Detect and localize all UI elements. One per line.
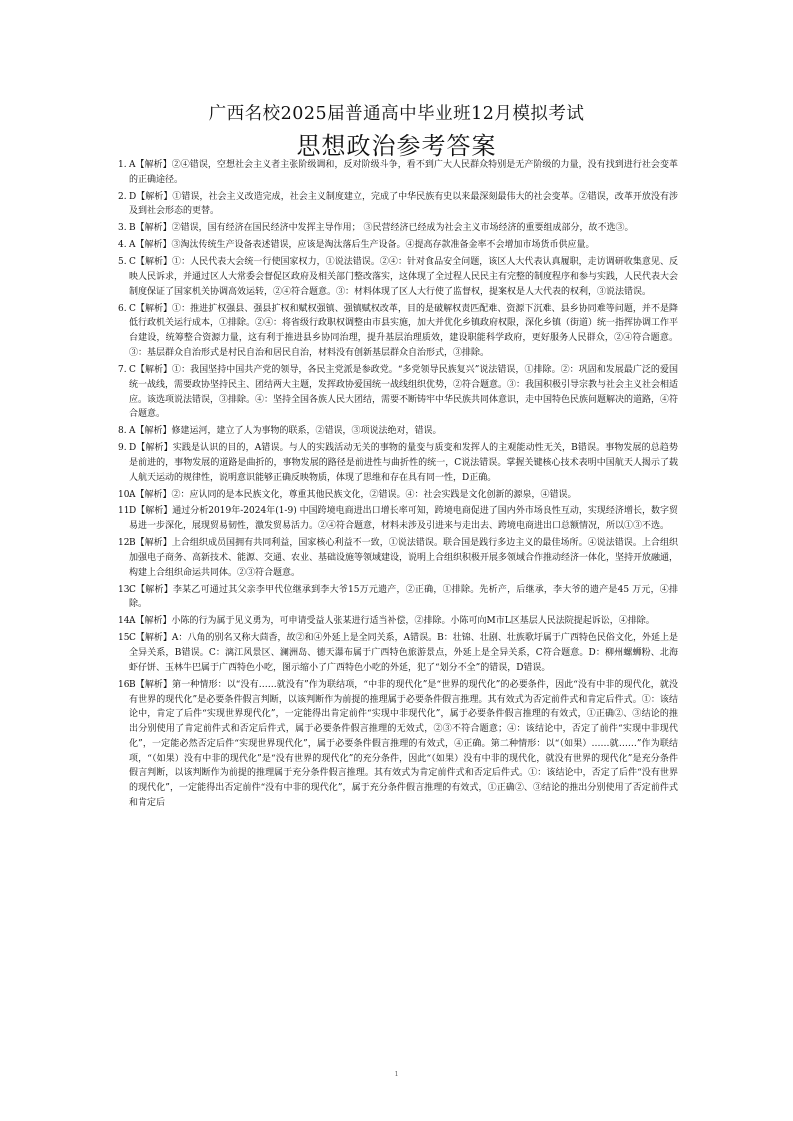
answer-item	[118, 238, 678, 253]
answer-item	[118, 363, 678, 422]
answer-list	[118, 158, 678, 813]
answer-text: A【解析】②：应认同的是本民族文化，尊重其他民族文化，②错误。④：社会实践是文化创新的源泉，④错误。	[129, 489, 577, 500]
answer-text: C【解析】①：我国坚持中国共产党的领导，各民主党派是参政党。“多党领导民族复兴”说法错误，①排除。②：巩固和发展最广泛的爱国统一战线，需要政协坚持民主、团结两大主题，发挥政协爱国统一战线组织优势，②符合题意。③：我国积极引导宗教与社会主义社会相适应。该选项说法错误，③排除。④：坚持全国各族人民大团结，需要不断铸牢中华民族共同体意识，走中国特色民族问题解决的道路，④符合题意。	[129, 364, 679, 420]
answer-text: B【解析】第一种情形：以“没有……就没有”作为联结项，“中非的现代化”是“世界的现代化”的必要条件，因此“没有中非的现代化，就没有世界的现代化”是必要条件假言判断，以该判断作为前提的推理属于必要条件假言推理。其有效式为否定前件式和肯定后件式。①：该结论中，肯定了后件“实现世界现代化”，一定能得出肯定前件“实现中非现代化”，属于必要条件假言推理的有效式，①正确②、③结论的推出分别使用了肯定前件式和否定后件式，属于必要条件假言推理的无效式，②③不符合题意；④：该结论中，否定了前件“实现中非现代化”，一定能必然否定后件“实现世界现代化”，属于必要条件假言推理的有效式，④正确。第二种情形：以“（如果）……就……”作为联结项，“（如果）没有中非的现代化”是“没有世界的现代化”的充分条件，因此“（如果）没有中非的现代化，就没有世界的现代化”是充分条件假言判断，以该判断作为前提的推理属于充分条件假言推理。其有效式为肯定前件式和否定后件式。①：该结论中，否定了后件“没有世界的现代化”，一定能得出否定前件“没有中非的现代化”，属于充分条件假言推理的有效式，①正确②、③结论的推出分别使用了否定前件式和肯定后	[129, 679, 678, 809]
answer-text: D【解析】通过分析2019年-2024年(1-9) 中国跨境电商进出口增长率可知，跨境电商促进了国内外市场良性互动，实现经济增长，数字贸易进一步深化，展现贸易韧性，激发贸易活力。②④符合题意，材料未涉及引进来与走出去、跨境电商进出口总额情况，所以①③不选。	[129, 506, 678, 532]
answer-item	[118, 158, 678, 188]
answer-item	[118, 190, 678, 220]
answer-number: 14.	[118, 616, 133, 627]
answer-number: 12.	[118, 538, 133, 549]
answer-item	[118, 255, 678, 299]
answer-text: D【解析】①错误，社会主义改造完成，社会主义制度建立，完成了中华民族有史以来最深刻最伟大的社会变革。②错误，改革开放没有涉及到社会形态的更替。	[129, 191, 678, 217]
answer-number: 2.	[118, 191, 127, 202]
answer-item	[118, 302, 678, 361]
answer-number: 9.	[118, 443, 127, 454]
answer-number: 3.	[118, 223, 127, 234]
answer-text: C【解析】①：推进扩权强县、强县扩权和赋权强镇、强镇赋权改革，目的是破解权责匹配难、资源下沉难、县乡协同难等问题，并不是降低行政机关运行成本，①排除。②④：将省级行政职权调整由市县实施，加大并优化乡镇政府权限，深化乡镇（街道）统一指挥协调工作平台建设，统筹整合资源力量，这有利于推进县乡协同治理，提升基层治理质效，建设职能科学政府，更好服务人民群众，②④符合题意。③：基层群众自治形式是村民自治和居民自治，材料没有创新基层群众自治形式，③排除。	[129, 303, 679, 359]
answer-number: 1.	[118, 160, 127, 170]
answer-item	[118, 614, 678, 629]
answer-item	[118, 424, 678, 439]
answer-text: B【解析】②错误，国有经济在国民经济中发挥主导作用； ③民营经济已经成为社会主义市场经济的重要组成部分，故不选③。	[129, 223, 634, 234]
answer-item	[118, 504, 678, 534]
answer-text: A【解析】②④错误，空想社会主义者主张阶级调和，反对阶级斗争，看不到广大人民群众特别是无产阶级的力量，没有找到进行社会变革的正确途径。	[129, 160, 678, 185]
answer-text: D【解析】实践是认识的目的，A错误。与人的实践活动无关的事物的量变与质变和发挥人的主观能动性无关，B错误。事物发展的总趋势是前进的，事物发展的道路是曲折的，事物发展的路径是前进性与曲折性的统一，C说法错误。掌握关键核心技术表明中国航天人揭示了载人航天运动的规律性，说明意识能够正确反映物质，体现了思维和存在具有同一性，D正确。	[129, 443, 678, 483]
answer-text: C【解析】A：八角的别名又称大茴香，故②和④外延上是全同关系，A错误。B：壮锦、壮剧、壮族歌圩属于广西特色民俗文化，外延上是全异关系，B错误。C：漓江风景区、澜洲岛、德天瀑布属于广西特色旅游景点，外延上是全异关系，C符合题意。D：柳州螺蛳粉、北海虾仔饼、玉林牛巴属于广西特色小吃，图示缩小了广西特色小吃的外延，犯了“划分不全”的错误，D错误。	[129, 633, 678, 673]
answer-text: C【解析】李某乙可通过其父亲李甲代位继承到李大爷15万元遗产，②正确，①排除。先析产，后继承，李大爷的遗产是45 万元，④排除。	[129, 584, 678, 610]
answer-number: 11.	[118, 506, 133, 517]
answer-number: 6.	[118, 303, 127, 314]
answer-item	[118, 583, 678, 613]
answer-item	[118, 536, 678, 580]
answer-item	[118, 631, 678, 675]
answer-key-title: 思想政治参考答案	[296, 132, 497, 160]
answer-number: 8.	[118, 426, 127, 437]
answer-number: 13.	[118, 584, 133, 595]
answer-item	[118, 488, 678, 503]
answer-item	[118, 221, 678, 236]
answer-text: A【解析】小陈的行为属于见义勇为，可申请受益人张某进行适当补偿，②排除。小陈可向M市L区基层人民法院提起诉讼，④排除。	[129, 616, 655, 627]
answer-text: A【解析】③淘汰传统生产设备表述错误，应该是淘汰落后生产设备。④提高存款准备金率不会增加市场货币供应量。	[129, 240, 595, 251]
answer-number: 7.	[118, 364, 127, 375]
answer-item	[118, 441, 678, 485]
page-number: 1	[394, 1071, 399, 1078]
answer-text: A【解析】修建运河，建立了人为事物的联系，②错误，③项说法绝对，错误。	[129, 426, 442, 437]
answer-number: 16.	[118, 679, 133, 690]
answer-number: 5.	[118, 257, 127, 268]
answer-text: C【解析】①：人民代表大会统一行使国家权力，①说法错误。②④：针对食品安全问题，该区人大代表认真履职，走访调研收集意见、反映人民诉求，并通过区人大常委会督促区政府及相关部门整改落实，这体现了全过程人民民主有完整的制度程序和参与实践，人民代表大会制度保证了国家机关协调高效运转，②④符合题意。③：材料体现了区人大行使了监督权，提案权是人大代表的权利，③说法错误。	[129, 257, 679, 297]
answer-item	[118, 678, 678, 811]
answer-text: B【解析】上合组织成员国拥有共同利益，国家核心利益不一致，①说法错误。联合国是践行多边主义的最佳场所。④说法错误。上合组织加强电子商务、高新技术、能源、交通、农业、基础设施等领域建设，说明上合组织积极开展多领域合作推动经济一体化，坚持开放融通，构建上合组织命运共同体。②③符合题意。	[129, 538, 679, 578]
answer-number: 15.	[118, 633, 133, 644]
answer-number: 10.	[118, 489, 133, 500]
answer-number: 4.	[118, 240, 127, 251]
exam-title: 广西名校2025届普通高中毕业班12月模拟考试	[208, 104, 585, 124]
